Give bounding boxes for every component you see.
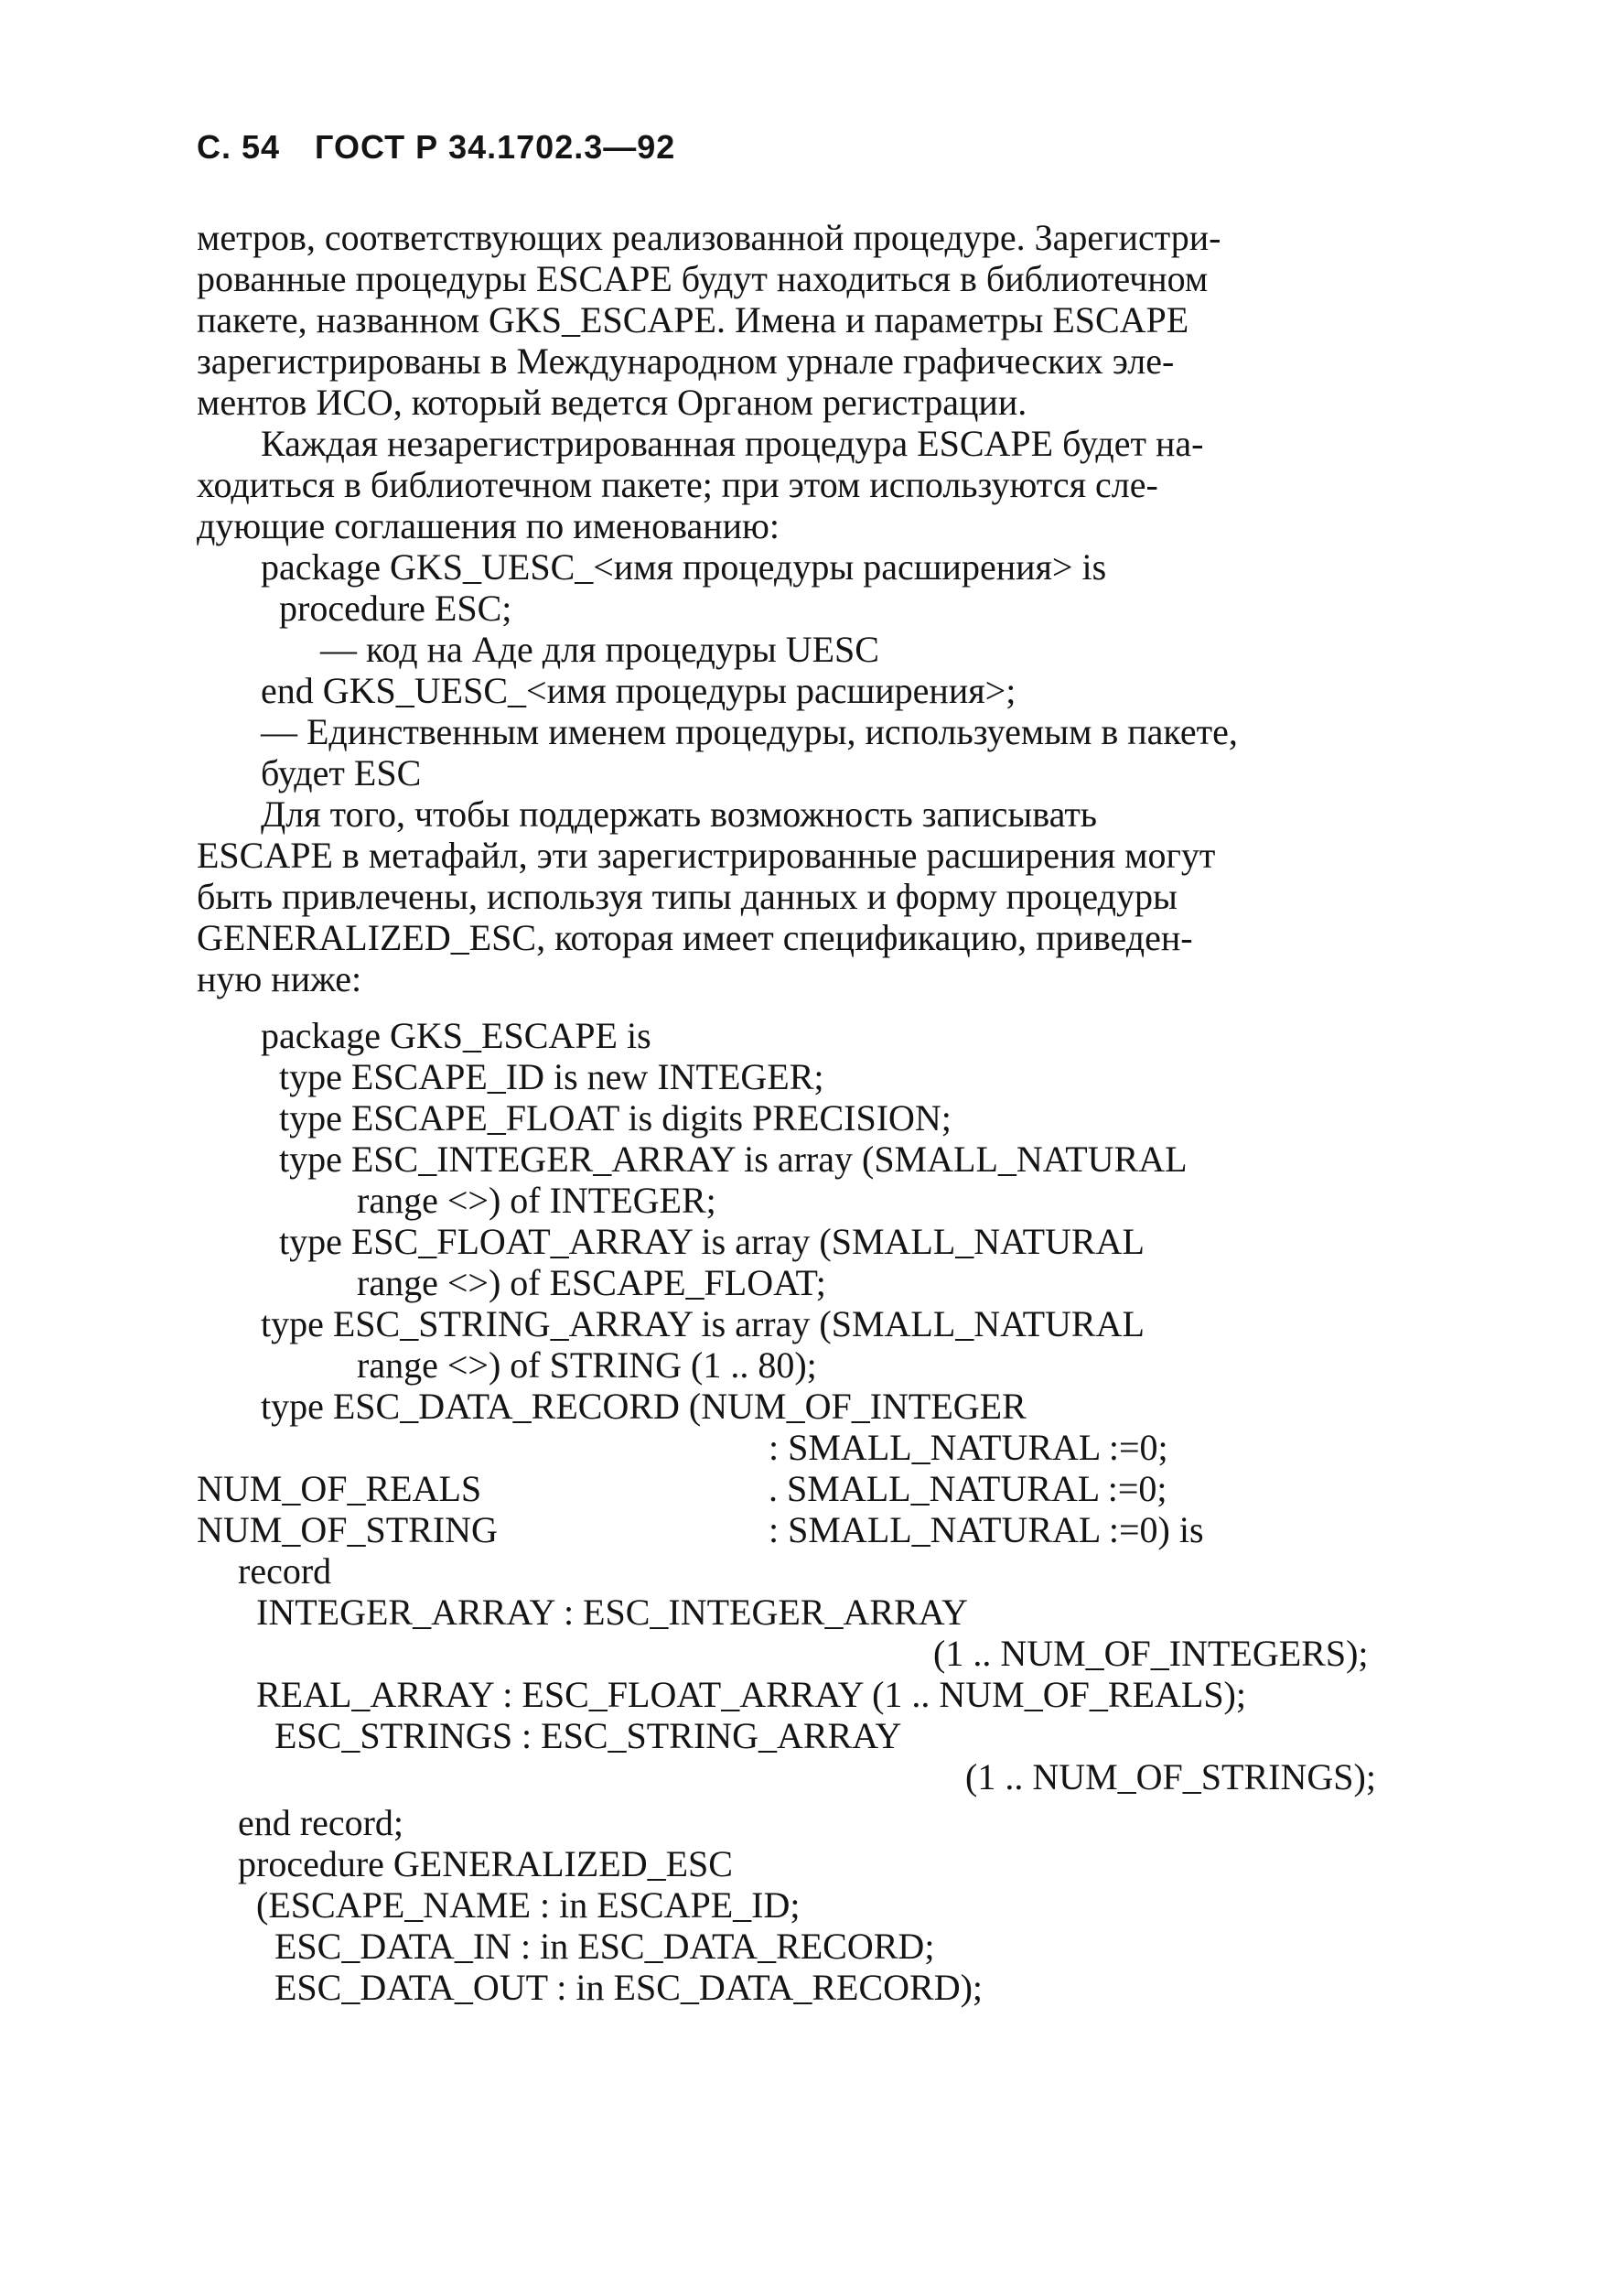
text-line: GENERALIZED_ESC, которая имеет спецификацию, приведен-: [197, 917, 1193, 958]
text-line: — Единственным именем процедуры, используемым в пакете,: [261, 711, 1238, 752]
code-line: range <>) of ESCAPE_FLOAT;: [357, 1262, 826, 1303]
code-line: range <>) of STRING (1 .. 80);: [357, 1344, 817, 1386]
code-line: NUM_OF_STRING: [197, 1509, 498, 1550]
text-line: дующие соглашения по именованию:: [197, 505, 780, 546]
code-line: INTEGER_ARRAY : ESC_INTEGER_ARRAY: [256, 1592, 968, 1633]
standard-code: ГОСТ Р 34.1702.3—92: [315, 128, 676, 166]
code-line: package GKS_UESC_<имя процедуры расширения> is: [261, 546, 1107, 588]
code-line: range <>) of INTEGER;: [357, 1180, 716, 1221]
page-header: [197, 128, 710, 167]
text-line: будет ESC: [261, 752, 422, 793]
code-line: type ESCAPE_ID is new INTEGER;: [279, 1056, 824, 1097]
code-line: type ESC_INTEGER_ARRAY is array (SMALL_NATURAL: [279, 1139, 1188, 1180]
text-line: ную ниже:: [197, 958, 362, 999]
code-line: (1 .. NUM_OF_INTEGERS);: [933, 1633, 1369, 1674]
text-line: ESCAPE в метафайл, эти зарегистрированные расширения могут: [197, 835, 1216, 876]
text-line: Каждая незарегистрированная процедура ESCAPE будет на-: [261, 423, 1204, 464]
code-line: ESC_STRINGS : ESC_STRING_ARRAY: [274, 1715, 902, 1756]
code-line: NUM_OF_REALS: [197, 1468, 482, 1509]
text-line: пакете, названном GKS_ESCAPE. Имена и параметры ESCAPE: [197, 299, 1189, 340]
code-line: type ESC_STRING_ARRAY is array (SMALL_NATURAL: [261, 1303, 1145, 1344]
code-line: ESC_DATA_OUT : in ESC_DATA_RECORD);: [274, 1967, 984, 2008]
code-line: type ESCAPE_FLOAT is digits PRECISION;: [279, 1097, 952, 1139]
code-line: record: [238, 1550, 332, 1592]
code-line: end record;: [238, 1802, 404, 1843]
code-line: type ESC_DATA_RECORD (NUM_OF_INTEGER: [261, 1386, 1027, 1427]
code-line: (ESCAPE_NAME : in ESCAPE_ID;: [256, 1884, 801, 1926]
code-line: procedure GENERALIZED_ESC: [238, 1843, 733, 1884]
code-line: : SMALL_NATURAL :=0;: [769, 1427, 1168, 1468]
text-line: быть привлечены, используя типы данных и форму процедуры: [197, 876, 1178, 917]
text-line: рованные процедуры ESCAPE будут находиться в библиотечном: [197, 258, 1209, 299]
code-line: ESC_DATA_IN : in ESC_DATA_RECORD;: [274, 1926, 935, 1967]
code-line: procedure ESC;: [279, 588, 512, 629]
code-line: — код на Аде для процедуры UESC: [320, 629, 879, 670]
text-line: метров, соответствующих реализованной процедуре. Зарегистри-: [197, 217, 1221, 258]
page-number: С. 54: [197, 128, 281, 166]
code-line: end GKS_UESC_<имя процедуры расширения>;: [261, 670, 1016, 711]
text-line: ментов ИСО, который ведется Органом регистрации.: [197, 382, 1027, 423]
code-line: REAL_ARRAY : ESC_FLOAT_ARRAY (1 .. NUM_OF_REALS);: [256, 1674, 1246, 1715]
code-line: (1 .. NUM_OF_STRINGS);: [965, 1756, 1376, 1797]
code-line: : SMALL_NATURAL :=0) is: [769, 1509, 1204, 1550]
code-line: . SMALL_NATURAL :=0;: [769, 1468, 1167, 1509]
text-line: Для того, чтобы поддержать возможность записывать: [261, 793, 1098, 835]
text-line: ходиться в библиотечном пакете; при этом используются сле-: [197, 464, 1158, 505]
code-line: package GKS_ESCAPE is: [261, 1015, 651, 1056]
text-line: зарегистрированы в Международном урнале графических эле-: [197, 340, 1175, 382]
code-line: type ESC_FLOAT_ARRAY is array (SMALL_NATURAL: [279, 1221, 1145, 1262]
